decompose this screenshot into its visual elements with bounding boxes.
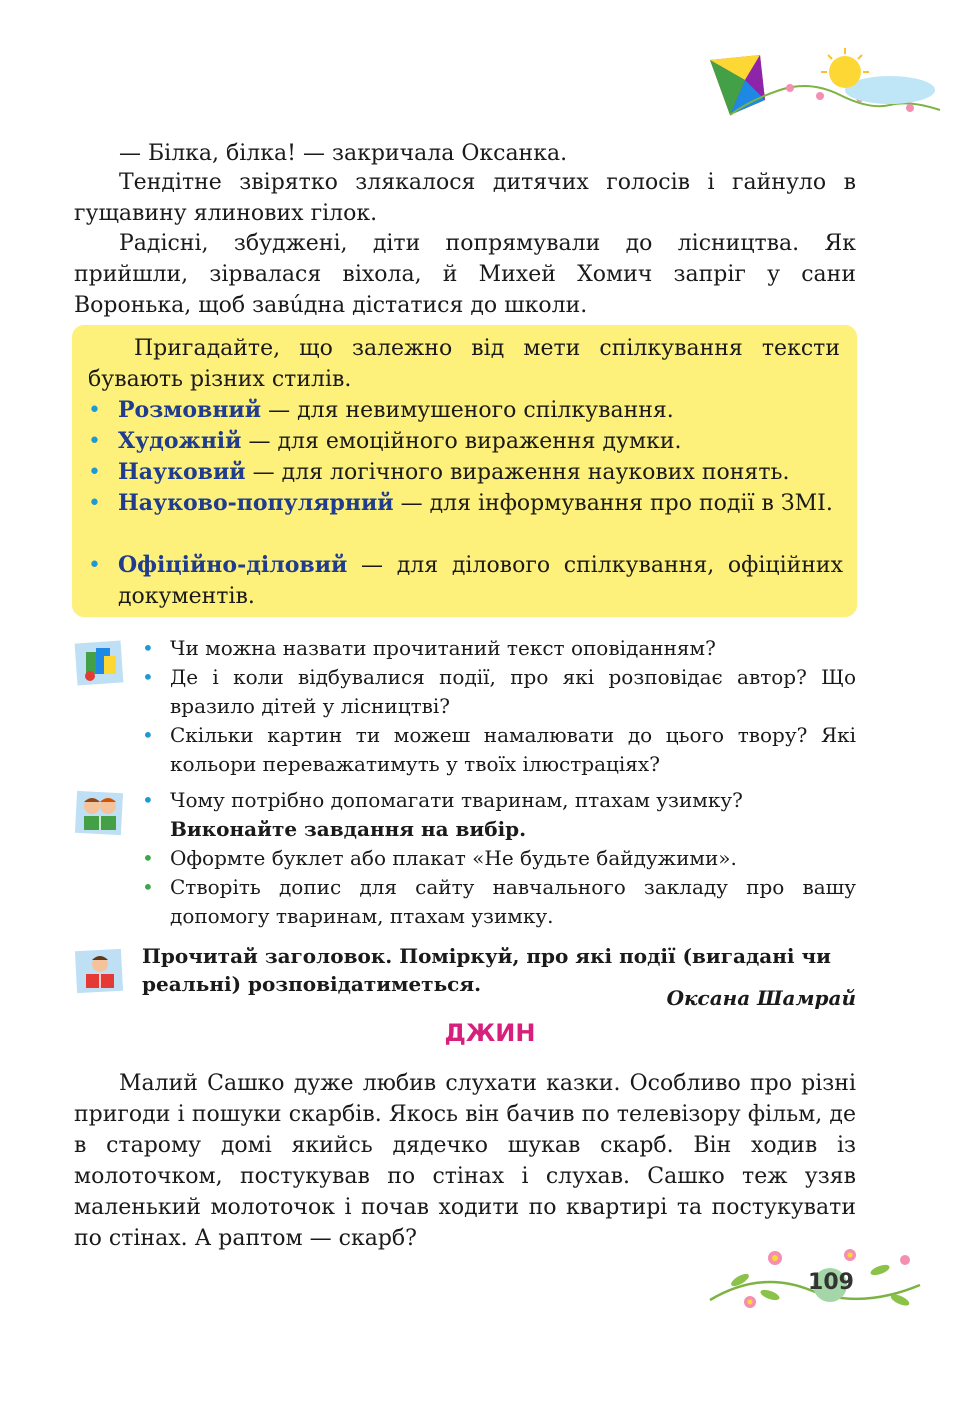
kite-sun-decoration-icon (690, 40, 950, 130)
bullet-icon: • (88, 553, 101, 578)
task-item: • Створіть допис для сайту навчального закладу про вашу допомогу тваринам, птахам узимку. (142, 875, 856, 928)
story-paragraph: Тендітне звірятко злякалося дитячих голосів і гайнуло в гущавину ялинових гілок. (74, 170, 856, 226)
bullet-icon: • (142, 723, 154, 747)
reading-task: Прочитай заголовок. Поміркуй, про які події (вигадані чи реальні) розповідатиметься. (142, 944, 831, 996)
child-reading-icon (74, 946, 126, 996)
bullet-icon: • (88, 491, 101, 516)
style-item: • Розмовний — для невимушеного спілкування. (88, 395, 843, 426)
author-name: Оксана Шамрай (666, 986, 856, 1010)
question-item: • Чи можна назвати прочитаний текст оповіданням? (142, 634, 856, 663)
story-paragraph: Радісні, збуджені, діти попрямували до лісництва. Як прийшли, зірвалася віхола, й Михей Хомич запріг у сани Воронька, щоб завúдна дістатися до школи. (74, 231, 856, 318)
question-item: • Де і коли відбувалися події, про які розповідає автор? Що вразило дітей у лісництві? (142, 665, 856, 718)
children-reading-icon (74, 788, 126, 838)
story-paragraph: Малий Сашко дуже любив слухати казки. Особливо про різні пригоди і пошуки скарбів. Якось він бачив по телевізору фільм, де в старому домі якийсь дядечко шукав скарб. Він ходив із молоточком, постукував по стінах і слухав. Сашко теж узяв маленький молоточок і почав ходити по квартирі та постукувати по стінах. А раптом — скарб? (74, 1071, 856, 1251)
books-note-icon (74, 638, 126, 688)
style-item: • Художній — для емоційного вираження думки. (88, 426, 843, 457)
bullet-icon: • (88, 429, 101, 454)
task-label: Виконайте завдання на вибір. (170, 817, 527, 841)
question-item: • Чому потрібно допомагати тваринам, птахам узимку? (142, 786, 856, 815)
bullet-icon: • (142, 846, 154, 870)
bullet-icon: • (142, 665, 154, 689)
speech-styles-box (72, 325, 857, 617)
styles-intro: Пригадайте, що залежно від мети спілкування тексти бувають різних стилів. (88, 336, 840, 392)
bullet-icon: • (142, 875, 154, 899)
story-title: ДЖИН (444, 1019, 536, 1047)
story-paragraph: — Білка, білка! — закричала Оксанка. (119, 141, 568, 166)
style-item: • Науково-популярний — для інформування про події в ЗМІ. (88, 488, 843, 519)
page-number: 109 (808, 1270, 854, 1295)
bullet-icon: • (142, 636, 154, 660)
task-item: • Оформте буклет або плакат «Не будьте байдужими». (142, 844, 856, 873)
bullet-icon: • (88, 460, 101, 485)
bullet-icon: • (88, 398, 101, 423)
bullet-icon: • (142, 788, 154, 812)
style-item: • Офіційно-діловий — для ділового спілкування, офіційних документів. (88, 552, 843, 609)
style-item: • Науковий — для логічного вираження наукових понять. (88, 457, 843, 488)
question-item: • Скільки картин ти можеш намалювати до цього твору? Які кольори переважатимуть у твоїх ілюстраціях? (142, 723, 856, 776)
